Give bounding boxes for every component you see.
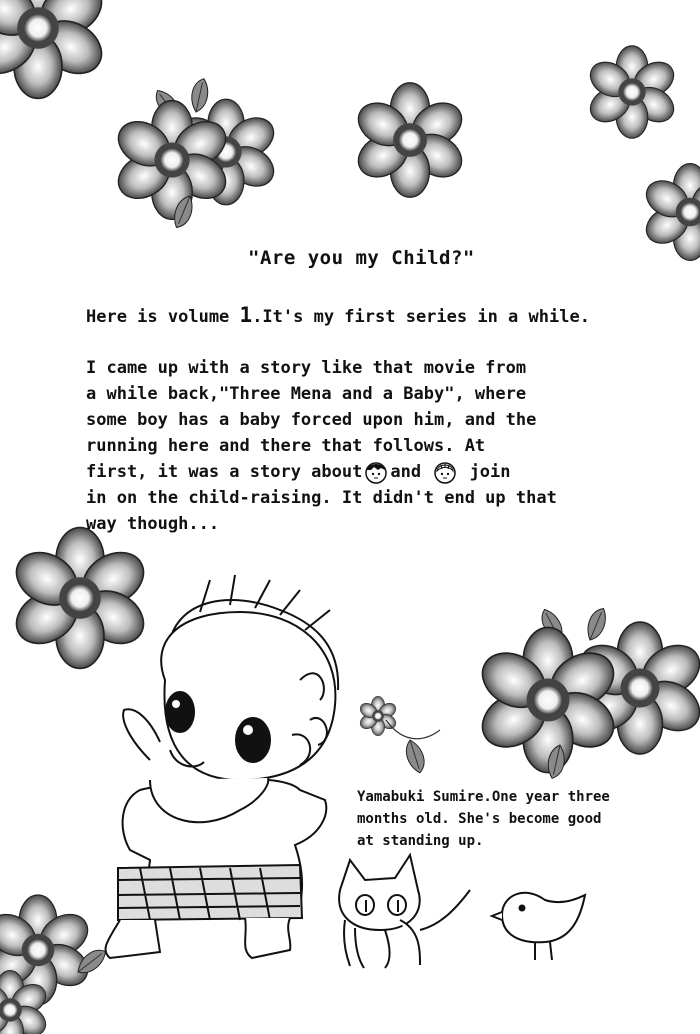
paragraph-line-with-faces: [86, 459, 666, 485]
flower-icon: [357, 696, 398, 736]
intro-line: [86, 303, 590, 327]
paragraph-line: some boy has a baby forced upon him, and the: [86, 410, 537, 430]
flower-icon: [7, 528, 153, 669]
paragraph-text: join: [469, 462, 511, 482]
intro-after: .It's my first series in a while.: [252, 307, 590, 327]
paragraph-line: a while back,"Three Mena and a Baby", where: [86, 384, 527, 404]
volume-number: 1: [239, 303, 253, 327]
flower-icon: [351, 83, 470, 197]
flower-icon: [640, 164, 700, 261]
caption-line: Yamabuki Sumire.One year three: [357, 789, 610, 805]
paragraph-line: in on the child-raising. It didn't end up that: [86, 488, 557, 508]
boy-face-icon: [433, 460, 457, 484]
paragraph-text: first, it was a story about: [86, 462, 363, 482]
leaf-icon: [186, 76, 213, 113]
paragraph-line: way though...: [86, 514, 220, 534]
leaf-icon: [581, 605, 612, 643]
cat-illustration: [339, 855, 470, 968]
baby-caption: [357, 786, 610, 852]
leaf-icon: [404, 738, 426, 774]
paragraph-text: and: [390, 462, 422, 482]
story-paragraph: [86, 355, 666, 537]
boy-face-icon: [364, 460, 388, 484]
caption-line: at standing up.: [357, 833, 484, 849]
flower-icon: [584, 46, 680, 138]
paragraph-line: I came up with a story like that movie from: [86, 358, 527, 378]
paragraph-line: running here and there that follows. At: [86, 436, 486, 456]
caption-line: months old. She's become good: [357, 811, 602, 827]
flower-icon: [0, 0, 111, 98]
chick-illustration: [492, 893, 585, 960]
intro-before: Here is volume: [86, 307, 240, 327]
page-title: "Are you my Child?": [248, 247, 475, 269]
